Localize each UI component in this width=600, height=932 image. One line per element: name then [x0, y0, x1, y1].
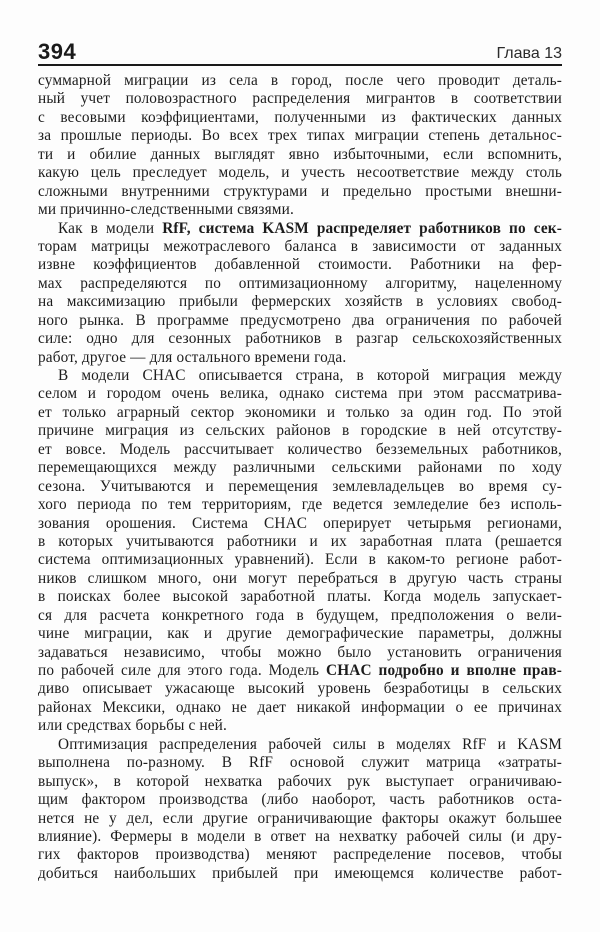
text-segment: выполнена по-разному. В RfF основой служит матрица «затраты- — [38, 754, 562, 772]
text-line — [38, 349, 562, 367]
text-line — [38, 865, 562, 883]
text-segment: ми причинно-следственными связями. — [38, 201, 294, 219]
text-segment: Как в модели — [58, 219, 163, 237]
text-segment: гих факторов производства) меняют распределение посевов, чтобы — [38, 846, 562, 864]
text-segment: ти и обилие данных выглядят явно избыточными, если вспомнить, — [38, 145, 562, 163]
text-line — [38, 385, 562, 403]
text-line — [38, 256, 562, 274]
text-segment: ного рынка. В программе предусмотрено два ограничения по рабочей — [38, 311, 562, 329]
text-segment: силе: одно для сезонных работников в разгар сельскохозяйственных — [38, 330, 562, 348]
text-segment: ся для расчета конкретного года в будущем, предположения о вели- — [38, 606, 562, 624]
text-line — [38, 533, 562, 551]
text-line — [38, 680, 562, 698]
text-segment: выпуск», в которой нехватка рабочих рук выступает ограничиваю- — [38, 772, 562, 790]
text-line — [38, 588, 562, 606]
text-segment: сезона. Учитываются и перемещения землевладельцев во время су- — [38, 477, 562, 495]
text-segment: Оптимизация распределения рабочей силы в моделях RfF и KASM — [58, 735, 562, 753]
header-rule — [38, 64, 562, 66]
text-segment: суммарной миграции из села в город, после чего проводит деталь- — [38, 72, 562, 89]
text-segment: мах распределяются по оптимизационному алгоритму, нацеленному — [38, 274, 562, 292]
text-segment: извне коэффициентов добавленной стоимости. Работники на фер- — [38, 256, 562, 274]
text-segment: или средствах борьбы с ней. — [38, 717, 227, 735]
text-line — [38, 625, 562, 643]
text-segment: на максимизацию прибыли фермерских хозяйств в условиях свобод- — [38, 293, 562, 311]
text-line — [38, 478, 562, 496]
text-line — [38, 367, 562, 385]
text-segment: перемещающихся между различными сельскими районами по ходу — [38, 459, 562, 477]
text-segment: селом и городом очень велика, однако система при этом рассматрива- — [38, 385, 562, 403]
text-line — [38, 422, 562, 440]
text-segment: районах Мексики, однако не дает никакой информации о ее причинах — [38, 698, 562, 716]
text-segment: какую цель преследует модель, и учесть несоответствие между столь — [38, 164, 562, 182]
page-number: 394 — [38, 39, 77, 64]
text-line — [38, 607, 562, 625]
text-segment: в поисках более высокой заработной платы. Когда модель запускает- — [38, 588, 562, 606]
text-segment: нется не у дел, если другие ограничивающие факторы окажут большее — [38, 809, 562, 827]
page-header — [38, 34, 562, 63]
text-segment: в которых учитываются работники и их заработная плата (решается — [38, 532, 562, 550]
page-body — [38, 72, 562, 883]
text-line — [38, 496, 562, 514]
text-line — [38, 644, 562, 662]
text-segment: работ, другое — для остального времени года. — [38, 348, 347, 366]
text-segment: В модели CHAC описывается страна, в которой миграция между — [58, 367, 562, 384]
text-line — [38, 754, 562, 772]
bold-text-segment: RfF, система KASM распределяет работников по сек- — [162, 219, 562, 237]
text-line — [38, 109, 562, 127]
text-line — [38, 312, 562, 330]
text-line — [38, 183, 562, 201]
text-segment: диво описывает ужасающе высокий уровень безработицы в сельских — [38, 680, 562, 698]
text-line — [38, 773, 562, 791]
text-segment: зования орошения. Система CHAC оперирует четырьмя регионами, — [38, 514, 562, 532]
text-line — [38, 515, 562, 533]
text-segment: причине миграция из сельских районов в городские в ней отсутству- — [38, 422, 562, 440]
text-segment: щим фактором производства (либо наоборот, часть работников оста- — [38, 791, 562, 809]
text-segment: за прошлые периоды. Во всех трех типах миграции степень детальнос- — [38, 127, 562, 145]
text-segment: хого периода по тем территориям, где ведется земледелие без исполь- — [38, 496, 562, 514]
text-line — [38, 238, 562, 256]
text-line — [38, 146, 562, 164]
text-line — [38, 717, 562, 735]
text-line — [38, 736, 562, 754]
text-line — [38, 90, 562, 108]
text-segment: торам матрицы межотраслевого баланса в зависимости от заданных — [38, 237, 562, 255]
text-segment: ный учет половозрастного распределения мигрантов в соответствии — [38, 90, 562, 108]
text-line — [38, 220, 562, 238]
text-segment: добиться наибольших прибылей при имеющемся количестве работ- — [38, 864, 562, 882]
text-line — [38, 441, 562, 459]
text-segment: ет только аграрный сектор экономики и только за один год. По этой — [38, 403, 562, 421]
text-segment: по рабочей силе для этого года. Модель — [38, 662, 327, 679]
text-line — [38, 828, 562, 846]
text-line — [38, 404, 562, 422]
text-segment: чине миграции, как и другие демографические параметры, должны — [38, 625, 562, 643]
text-line — [38, 810, 562, 828]
text-segment: задаваться независимо, чтобы можно было установить ограничения — [38, 643, 562, 661]
text-line — [38, 330, 562, 348]
bold-text-segment: CHAC подробно и вполне прав- — [326, 662, 562, 679]
text-line — [38, 662, 562, 680]
text-line — [38, 570, 562, 588]
text-line — [38, 164, 562, 182]
text-line — [38, 201, 562, 219]
text-line — [38, 791, 562, 809]
text-line — [38, 293, 562, 311]
text-line — [38, 127, 562, 145]
text-line — [38, 72, 562, 90]
text-line — [38, 846, 562, 864]
text-line — [38, 459, 562, 477]
text-segment: система оптимизационных уравнений). Если в каком-то регионе работ- — [38, 551, 562, 569]
text-line — [38, 275, 562, 293]
chapter-label: Глава 13 — [496, 45, 562, 62]
text-segment: сложными внутренними структурами и предельно простыми внешни- — [38, 182, 562, 200]
text-segment: ников слишком много, они могут перебраться в другую часть страны — [38, 569, 562, 587]
text-segment: ет вовсе. Модель рассчитывает количество безземельных работников, — [38, 440, 562, 458]
text-segment: влияние). Фермеры в модели в ответ на нехватку рабочей силы (и дру- — [38, 827, 562, 845]
text-line — [38, 699, 562, 717]
text-line — [38, 551, 562, 569]
text-segment: с весовыми коэффициентами, полученными из фактических данных — [38, 108, 562, 126]
